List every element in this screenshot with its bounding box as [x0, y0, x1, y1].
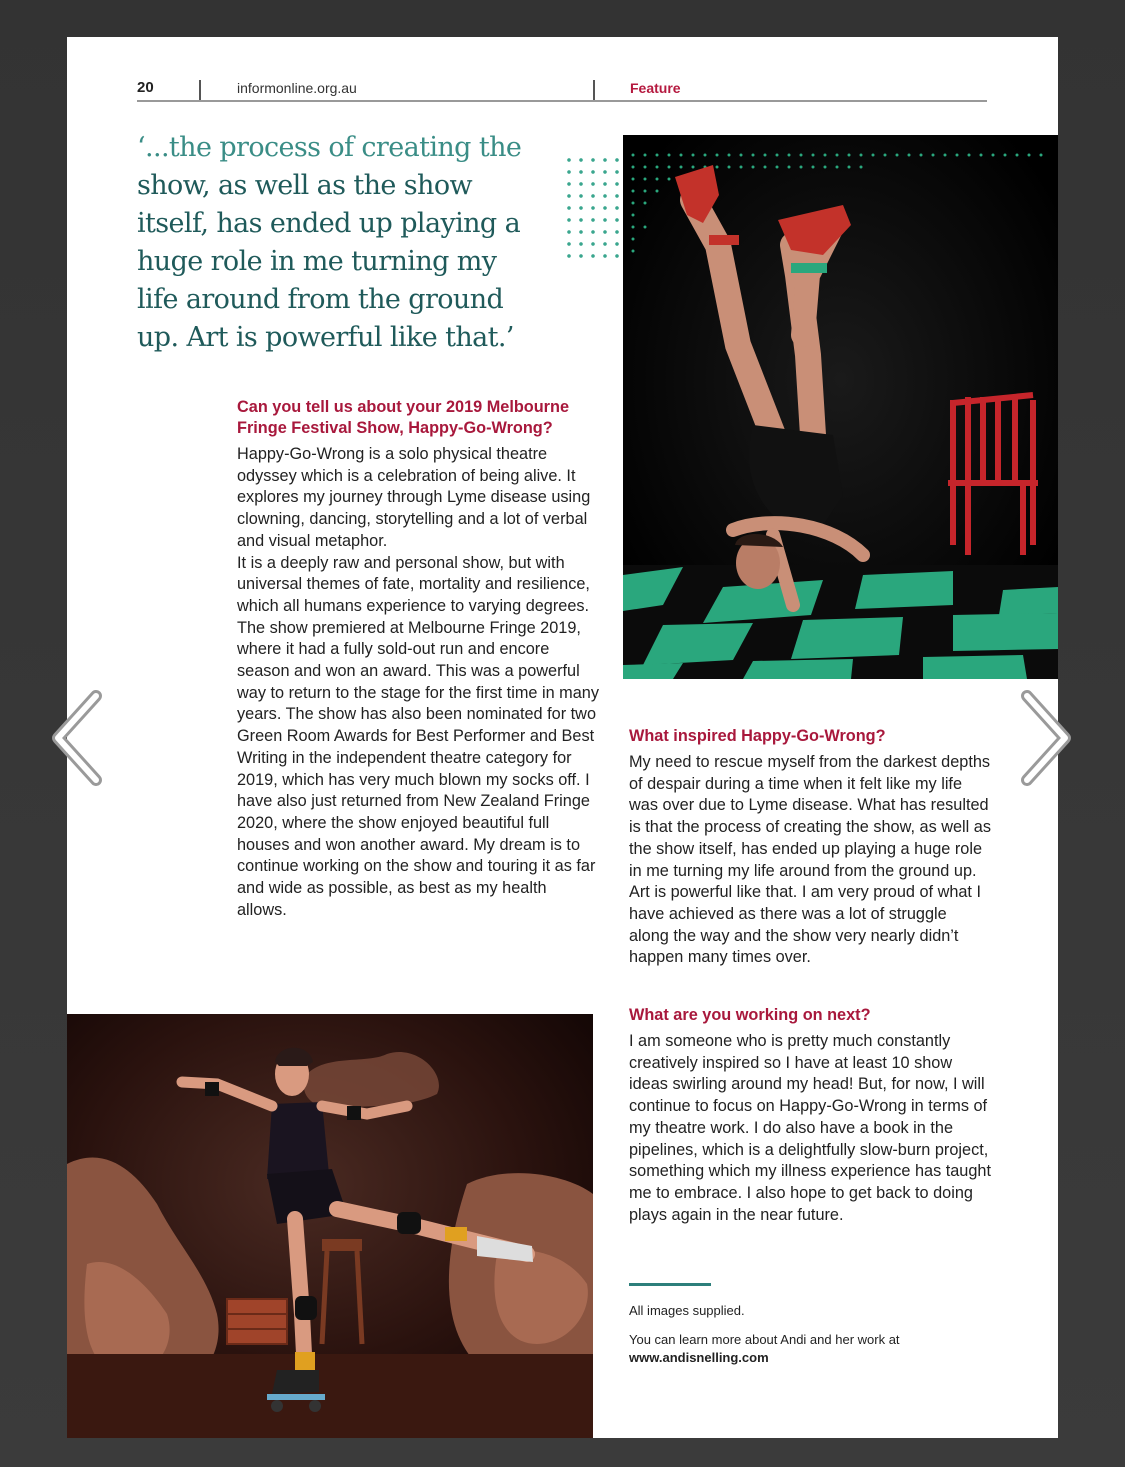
learn-more: [629, 1331, 989, 1367]
question-heading: What are you working on next?: [629, 1006, 871, 1024]
article-section-next: [629, 1005, 991, 1226]
answer-paragraph: Happy-Go-Wrong is a solo physical theatre odyssey which is a celebration of being alive. It explores my journey through Lyme disease using clowning, dancing, storytelling and a lot of verbal and visual metaphor.: [237, 445, 591, 550]
decorative-dot-grid: [563, 154, 623, 264]
pull-quote-lead: ‘...the process of creating the: [137, 132, 522, 163]
magazine-page: [67, 37, 1058, 1438]
page-number: 20: [137, 79, 154, 96]
image-credit: All images supplied.: [629, 1303, 745, 1318]
header-rule: [137, 100, 987, 102]
performer-roller-skate-photo: [67, 1014, 593, 1438]
learn-more-link[interactable]: www.andisnelling.com: [629, 1350, 769, 1365]
answer-paragraph: My need to rescue myself from the darkest depths of despair during a time when it felt like my life was over due to Lyme disease. What has resulted is that the process of creating the show, as well as the show itself, has ended up playing a huge role in me turning my life around from the ground up. Art is powerful like that. I am very proud of what I have achieved as there was a lot of struggle along the way and the show very nearly didn’t happen many times over.: [629, 753, 991, 967]
photo-illustration: [67, 1014, 593, 1438]
header-divider: [593, 80, 595, 100]
section-label: Feature: [630, 80, 681, 96]
previous-page-button[interactable]: [50, 690, 110, 786]
article-section-inspiration: [629, 726, 991, 969]
performer-handstand-photo: [623, 135, 1058, 679]
header-divider: [199, 80, 201, 100]
photo-illustration: [623, 135, 1058, 679]
chevron-left-icon: [50, 690, 110, 786]
learn-more-text: You can learn more about Andi and her work at: [629, 1332, 900, 1347]
pull-quote-rest: show, as well as the show itself, has ended up playing a huge role in me turning my life around from the ground up. Art is powerful like that.’: [137, 170, 521, 353]
footer-rule: [629, 1283, 711, 1286]
next-page-button[interactable]: [1015, 690, 1075, 786]
pull-quote: [137, 129, 527, 357]
site-name: informonline.org.au: [237, 80, 357, 96]
chevron-right-icon: [1015, 690, 1075, 786]
article-section-fringe-show: [237, 397, 599, 921]
answer-paragraph: I am someone who is pretty much constantly creatively inspired so I have at least 10 show ideas swirling around my head! But, for now, I will continue to focus on Happy-Go-Wrong in terms of my theatre work. I do also have a book in the pipelines, which is a delightfully slow-burn project, something which my illness experience has taught me to embrace. I also hope to get back to doing plays again in the near future.: [629, 1032, 991, 1224]
question-heading: Can you tell us about your 2019 Melbourne Fringe Festival Show, Happy-Go-Wrong?: [237, 398, 570, 437]
answer-paragraph: It is a deeply raw and personal show, but with universal themes of fate, mortality and resilience, which all humans experience to varying degrees. The show premiered at Melbourne Fringe 2019, where it had a fully sold-out run and encore season and won an award. This was a powerful way to return to the stage for the first time in many years. The show has also been nominated for two Green Room Awards for Best Performer and Best Writing in the independent theatre category for 2019, which has very much blown my socks off. I have also just returned from New Zealand Fringe 2020, where the show enjoyed beautiful full houses and won another award. My dream is to continue working on the show and touring it as far and wide as possible, as best as my health allows.: [237, 553, 599, 919]
question-heading: What inspired Happy-Go-Wrong?: [629, 727, 886, 745]
